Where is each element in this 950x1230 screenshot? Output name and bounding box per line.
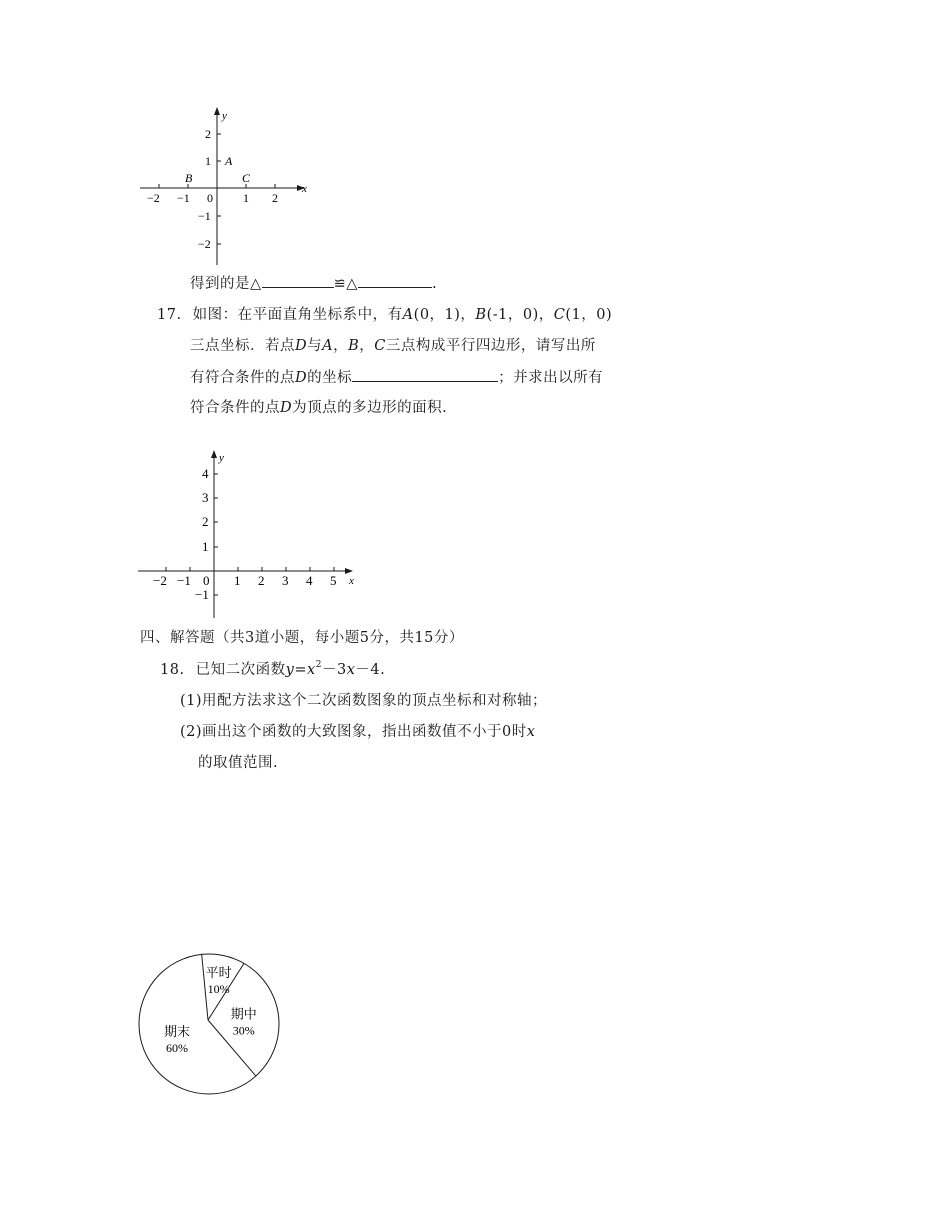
x-tick-label: 1 [234, 573, 241, 588]
pie-slice-value: 30% [232, 1023, 255, 1038]
question-number: 17. [157, 307, 182, 323]
q17-line-4: 符合条件的点D为顶点的多边形的面积. [190, 400, 448, 416]
y-tick-label: 1 [202, 539, 209, 554]
y-tick-label: 1 [205, 154, 211, 168]
x-tick-label: 3 [282, 573, 289, 588]
origin-label: 0 [207, 191, 213, 205]
x-tick-label: −2 [147, 191, 160, 205]
y-tick-label: 4 [202, 466, 209, 481]
y-axis-arrow-icon [214, 107, 220, 115]
pie-slice-label: 平时 [205, 964, 232, 980]
x-tick-label: −1 [177, 573, 191, 588]
answer-blank[interactable] [262, 273, 334, 288]
y-tick-label: 2 [205, 127, 211, 141]
x-axis-arrow-icon [345, 568, 353, 574]
y-tick-label: −1 [195, 587, 209, 602]
pie-slice-label: 期末 [164, 1024, 191, 1040]
y-axis-label: y [222, 110, 227, 122]
x-tick-label: 1 [243, 191, 249, 205]
y-axis-arrow-icon [211, 450, 217, 458]
answer-blank[interactable] [352, 367, 498, 382]
pie-slice-value: 60% [166, 1041, 189, 1056]
q18-part-1: (1)用配方法求这个二次函数图象的顶点坐标和对称轴； [180, 693, 548, 709]
q17-line-1: 17. 如图：在平面直角坐标系中，有A(0，1)，B(-1，0)，C(1，0) [157, 307, 613, 323]
q16-answer-line: 得到的是△ ≌△ . [190, 273, 437, 294]
q18-stem: 18. 已知二次函数$y=x^2-3x-4$. [160, 660, 386, 678]
x-tick-label: −1 [177, 191, 190, 205]
y-tick-label: 3 [202, 490, 209, 505]
section-heading: 四、解答题（共3道小题，每小题5分，共15分） [140, 630, 464, 646]
coordinate-figure-2 [135, 448, 365, 623]
x-tick-label: 2 [272, 191, 278, 205]
x-tick-label: −2 [153, 573, 167, 588]
y-tick-label: 2 [202, 514, 209, 529]
q17-line-2: 三点坐标．若点D与A，B，C三点构成平行四边形，请写出所 [190, 338, 596, 354]
x-axis-label: x [302, 183, 307, 195]
pie-chart [136, 950, 282, 1098]
pie-slice-value: 10% [207, 981, 230, 996]
point-label-c: C [242, 171, 251, 185]
coordinate-figure-1 [135, 105, 315, 270]
x-tick-label: 2 [258, 573, 265, 588]
x-axis-label: x [349, 575, 354, 587]
x-tick-label: 4 [306, 573, 313, 588]
pie-slice-label: 期中 [230, 1006, 257, 1022]
answer-blank[interactable] [358, 273, 432, 288]
point-label-b: B [185, 171, 193, 185]
q18-part-2: (2)画出这个函数的大致图象，指出函数值不小于0时x [180, 724, 536, 740]
q18-part-2-cont: 的取值范围. [198, 755, 279, 771]
x-tick-label: 5 [330, 573, 337, 588]
question-number: 18. [160, 662, 185, 678]
y-axis-label: y [219, 452, 224, 464]
point-label-a: A [225, 154, 233, 168]
q17-line-3: 有符合条件的点D的坐标 ；并求出以所有 [190, 367, 603, 388]
origin-label: 0 [203, 573, 210, 588]
y-tick-label: −2 [198, 237, 211, 251]
y-tick-label: −1 [198, 209, 211, 223]
